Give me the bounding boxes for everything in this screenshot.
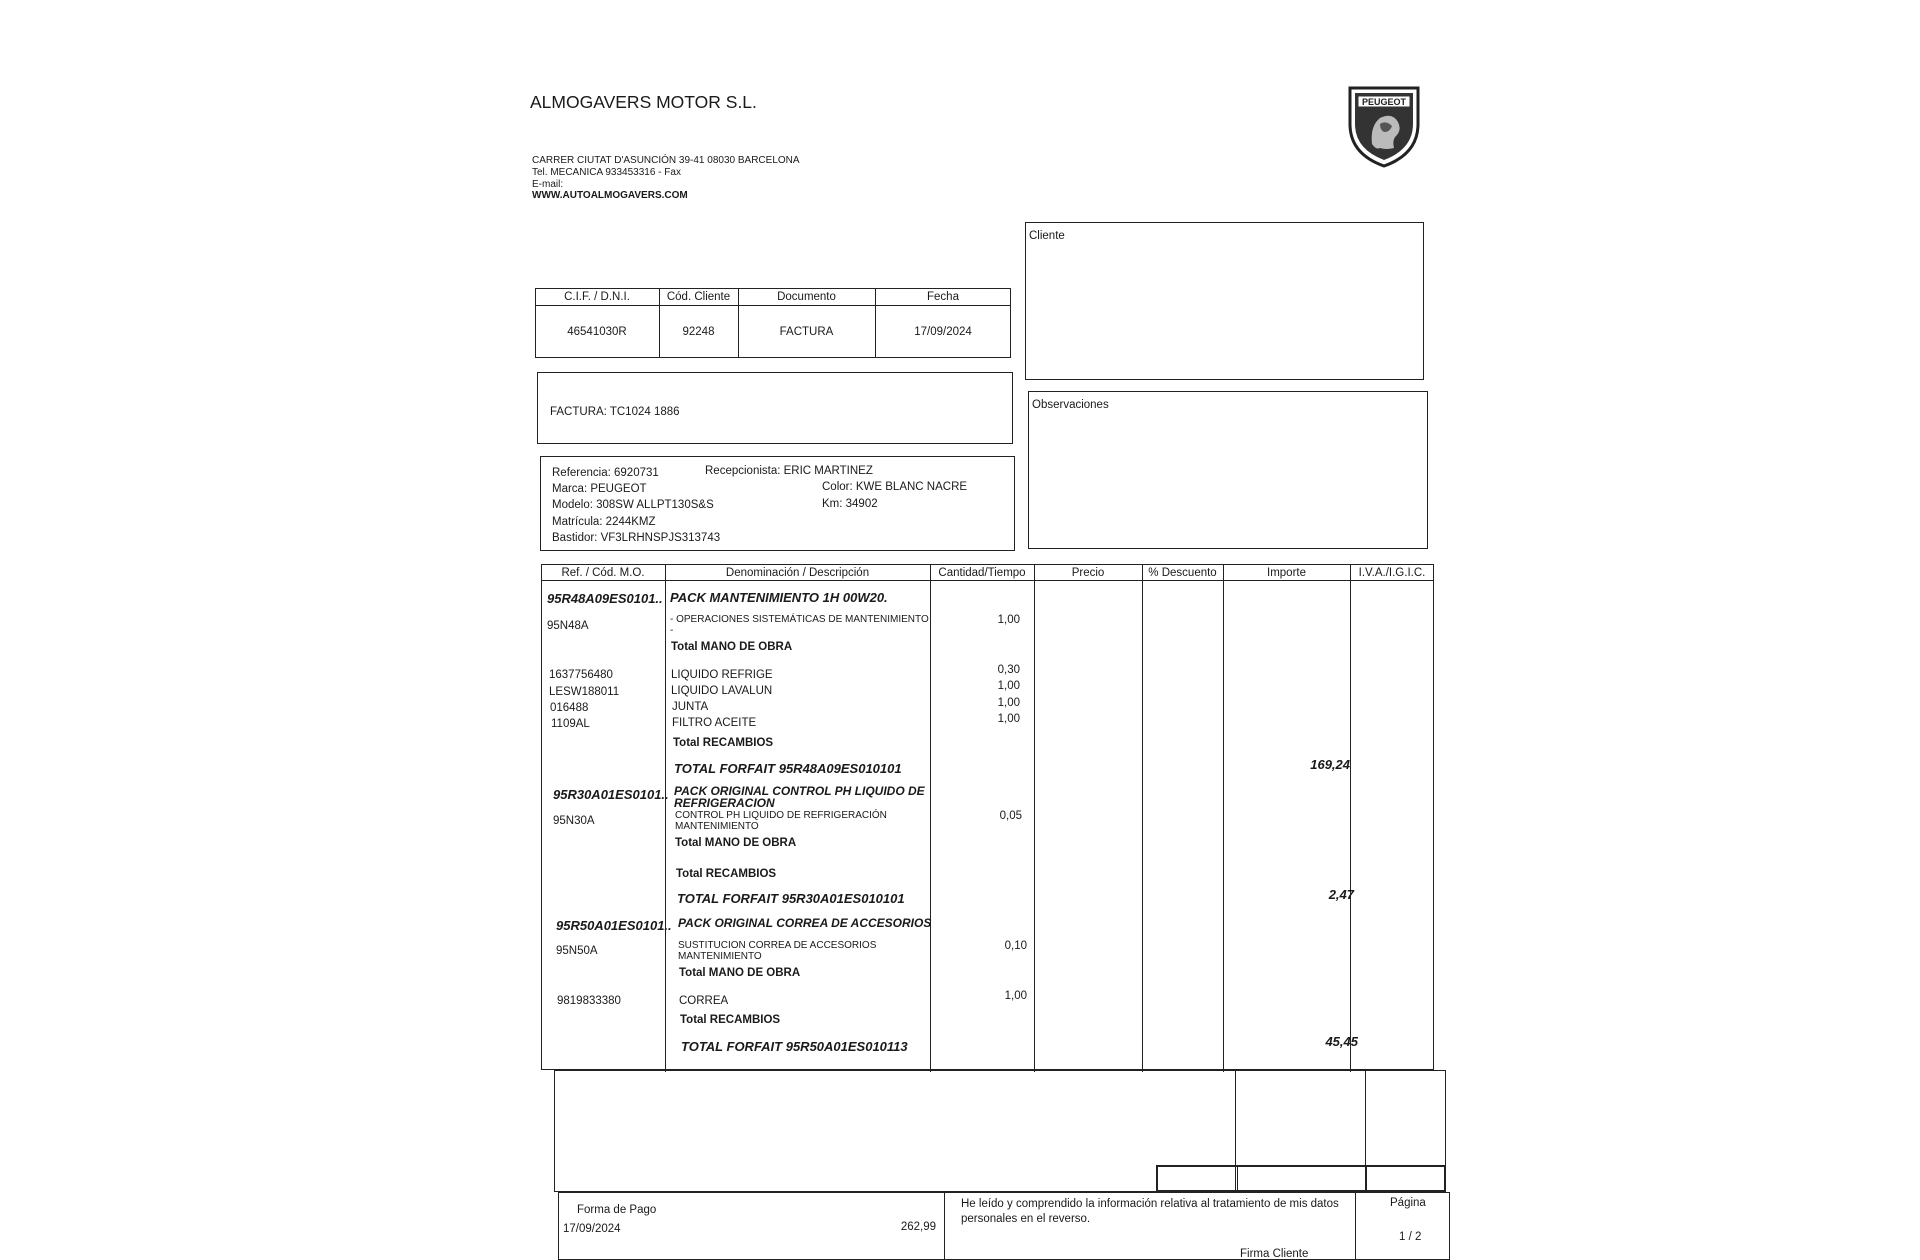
privacy-notice-line2: personales en el reverso. bbox=[961, 1213, 1091, 1225]
date-value: 17/09/2024 bbox=[914, 326, 972, 338]
page-value: 1 / 2 bbox=[1399, 1231, 1422, 1243]
vehicle-color: Color: KWE BLANC NACRE bbox=[822, 481, 968, 493]
line6-ref: 95N30A bbox=[553, 815, 595, 827]
pack3-labor-total: Total MANO DE OBRA bbox=[679, 967, 801, 979]
pack1-title: PACK MANTENIMIENTO 1H 00W20. bbox=[670, 590, 888, 605]
vehicle-vin: Bastidor: VF3LRHNSPJS313743 bbox=[552, 532, 721, 544]
pack3-forfait-total: TOTAL FORFAIT 95R50A01ES010113 bbox=[681, 1039, 908, 1054]
document-value: FACTURA bbox=[779, 326, 834, 338]
line5-desc: FILTRO ACEITE bbox=[672, 717, 757, 729]
line2-ref: 1637756480 bbox=[549, 669, 613, 681]
vehicle-reference: Referencia: 6920731 bbox=[552, 467, 659, 479]
line4-ref: 016488 bbox=[550, 702, 589, 714]
company-web: WWW.AUTOALMOGAVERS.COM bbox=[532, 190, 688, 201]
line1-qty: 1,00 bbox=[997, 614, 1020, 626]
pack3-forfait-amount: 45,45 bbox=[1325, 1034, 1358, 1049]
vehicle-model: Modelo: 308SW ALLPT130S&S bbox=[552, 499, 714, 511]
line1-desc: - OPERACIONES SISTEMÁTICAS DE MANTENIMIENTO bbox=[670, 614, 929, 625]
pack2-parts-total: Total RECAMBIOS bbox=[676, 868, 777, 880]
line8-qty: 1,00 bbox=[1004, 990, 1027, 1002]
line7-qty: 0,10 bbox=[1004, 940, 1027, 952]
price-column-header: Precio bbox=[1071, 567, 1105, 579]
line2-desc: LIQUIDO REFRIGE bbox=[671, 669, 773, 681]
quantity-column-header: Cantidad/Tiempo bbox=[938, 567, 1026, 579]
ref-column-header: Ref. / Cód. M.O. bbox=[561, 567, 645, 579]
cif-value: 46541030R bbox=[567, 326, 627, 338]
line3-ref: LESW188011 bbox=[549, 686, 620, 698]
client-label: Cliente bbox=[1029, 230, 1065, 242]
line5-qty: 1,00 bbox=[997, 713, 1020, 725]
vehicle-brand: Marca: PEUGEOT bbox=[552, 483, 647, 495]
pack1-labor-total: Total MANO DE OBRA bbox=[671, 641, 793, 653]
payment-amount: 262,99 bbox=[900, 1221, 936, 1233]
date-header: Fecha bbox=[927, 291, 959, 303]
line5-ref: 1109AL bbox=[551, 718, 590, 730]
vehicle-km: Km: 34902 bbox=[822, 498, 878, 510]
pack2-ref: 95R30A01ES0101.. bbox=[553, 787, 669, 802]
client-code-header: Cód. Cliente bbox=[666, 291, 731, 303]
totals-boxes bbox=[1156, 1165, 1446, 1192]
pack1-forfait-amount: 169,24 bbox=[1310, 757, 1350, 772]
company-phone: Tel. MECANICA 933453316 - Fax bbox=[532, 167, 681, 178]
line8-ref: 9819833380 bbox=[557, 995, 621, 1007]
line6-desc-line2: MANTENIMIENTO bbox=[675, 821, 759, 832]
logo-text: PEUGEOT bbox=[1361, 97, 1407, 107]
discount-column-header: % Descuento bbox=[1148, 567, 1217, 579]
invoice-number: FACTURA: TC1024 1886 bbox=[550, 406, 680, 418]
pack2-title-line1: PACK ORIGINAL CONTROL PH LIQUIDO DE bbox=[674, 784, 925, 798]
observations-label: Observaciones bbox=[1032, 399, 1109, 411]
client-box bbox=[1025, 222, 1424, 380]
pack2-title-line2: REFRIGERACION bbox=[674, 796, 775, 810]
observations-box bbox=[1028, 391, 1428, 549]
vehicle-plate: Matrícula: 2244KMZ bbox=[552, 516, 656, 528]
pack1-parts-total: Total RECAMBIOS bbox=[673, 737, 774, 749]
payment-date: 17/09/2024 bbox=[563, 1223, 621, 1235]
pack2-forfait-total: TOTAL FORFAIT 95R30A01ES010101 bbox=[677, 891, 905, 906]
line7-ref: 95N50A bbox=[556, 945, 598, 957]
line7-desc-line1: SUSTITUCION CORREA DE ACCESORIOS bbox=[678, 940, 877, 951]
vehicle-receptionist: Recepcionista: ERIC MARTINEZ bbox=[705, 465, 873, 477]
pack3-parts-total: Total RECAMBIOS bbox=[680, 1014, 781, 1026]
pack3-ref: 95R50A01ES0101.. bbox=[556, 918, 672, 933]
tax-column-header: I.V.A./I.G.I.C. bbox=[1358, 567, 1426, 579]
line8-desc: CORREA bbox=[679, 995, 729, 1007]
company-address: CARRER CIUTAT D'ASUNCIÓN 39-41 08030 BARCELONA bbox=[532, 155, 800, 166]
amount-column-header: Importe bbox=[1267, 567, 1306, 579]
pack2-labor-total: Total MANO DE OBRA bbox=[675, 837, 797, 849]
line6-qty: 0,05 bbox=[999, 810, 1022, 822]
line7-desc-line2: MANTENIMIENTO bbox=[678, 951, 762, 962]
client-code-value: 92248 bbox=[682, 326, 715, 338]
peugeot-logo bbox=[1346, 84, 1422, 168]
page-label: Página bbox=[1390, 1197, 1426, 1209]
signature-label: Firma Cliente bbox=[1240, 1248, 1309, 1260]
pack1-ref: 95R48A09ES0101.. bbox=[547, 591, 663, 606]
pack2-forfait-amount: 2,47 bbox=[1328, 887, 1354, 902]
payment-label: Forma de Pago bbox=[577, 1204, 657, 1216]
line6-desc-line1: CONTROL PH LIQUIDO DE REFRIGERACIÓN bbox=[675, 810, 887, 821]
line4-qty: 1,00 bbox=[997, 697, 1020, 709]
privacy-notice-line1: He leído y comprendido la información relativa al tratamiento de mis datos bbox=[961, 1198, 1339, 1210]
description-column-header: Denominación / Descripción bbox=[725, 567, 870, 579]
line1-dash: - bbox=[670, 625, 674, 636]
line3-desc: LIQUIDO LAVALUN bbox=[671, 685, 773, 697]
company-email: E-mail: bbox=[532, 179, 564, 190]
pack3-title: PACK ORIGINAL CORREA DE ACCESORIOS bbox=[678, 916, 932, 930]
line1-ref: 95N48A bbox=[547, 620, 589, 632]
line3-qty: 1,00 bbox=[997, 680, 1020, 692]
pack1-forfait-total: TOTAL FORFAIT 95R48A09ES010101 bbox=[674, 761, 902, 776]
document-header: Documento bbox=[777, 291, 836, 303]
line4-desc: JUNTA bbox=[672, 701, 709, 713]
line2-qty: 0,30 bbox=[997, 664, 1020, 676]
company-name: ALMOGAVERS MOTOR S.L. bbox=[530, 92, 757, 112]
cif-header: C.I.F. / D.N.I. bbox=[564, 291, 630, 303]
